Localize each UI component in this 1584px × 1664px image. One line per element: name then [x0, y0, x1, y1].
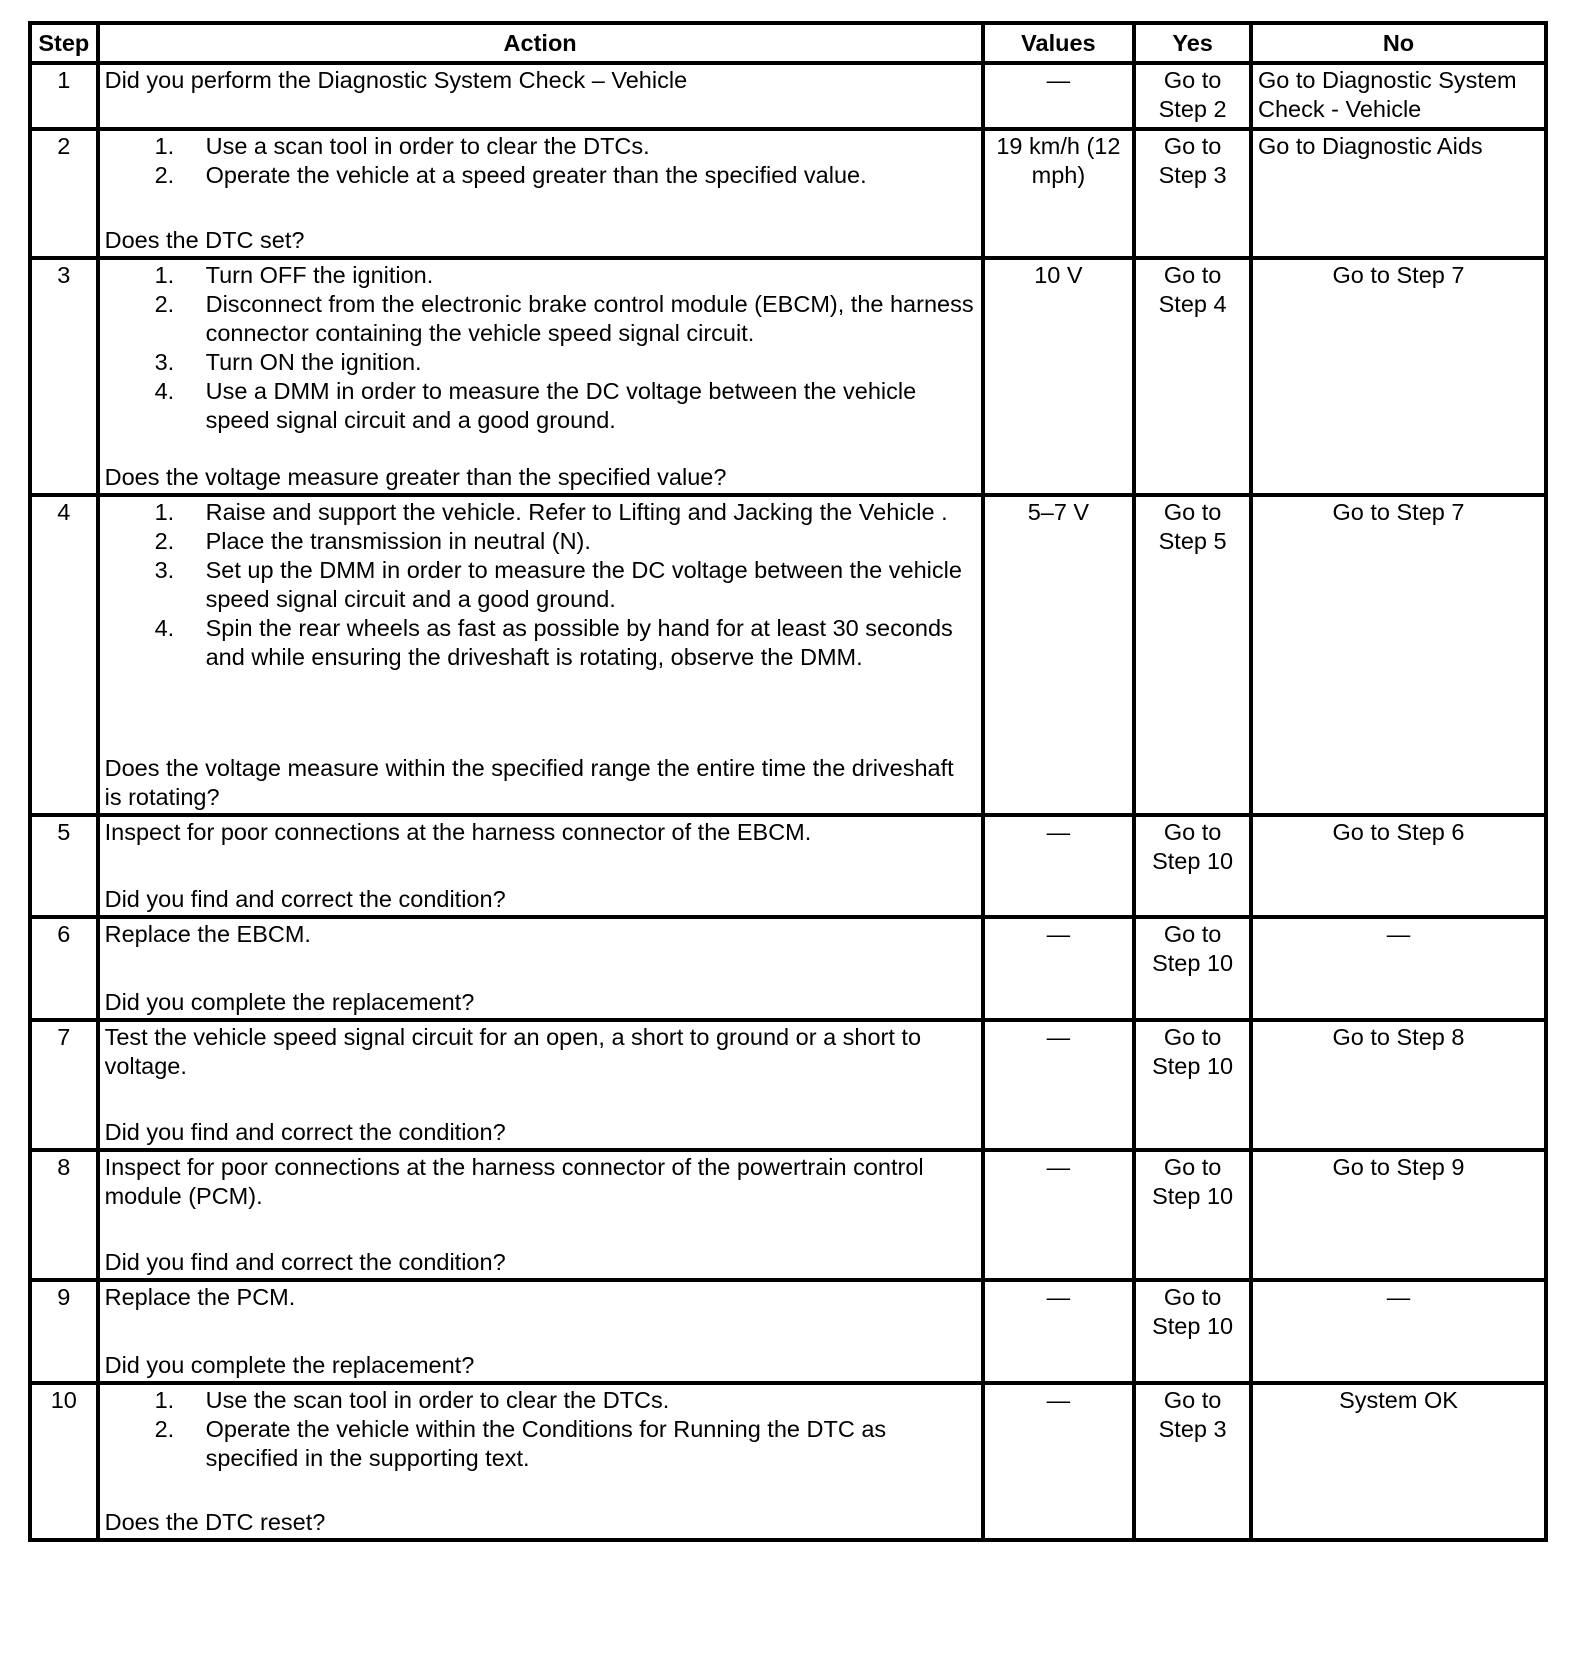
substep-text: Place the transmission in neutral (N). [205, 528, 591, 554]
value-cell: — [983, 1383, 1135, 1540]
substep-number: 3. [154, 349, 175, 375]
substep-list [105, 132, 976, 190]
action-cell [98, 1020, 983, 1150]
no-cell: Go to Diagnostic Aids [1251, 129, 1546, 258]
substep-text: Set up the DMM in order to measure the DC voltage between the vehicle speed signal circuit and a good ground. [205, 557, 962, 612]
no-cell: Go to Step 7 [1251, 495, 1546, 815]
yes-cell: Go to Step 5 [1134, 495, 1251, 815]
value-cell: — [983, 1020, 1135, 1150]
action-instructions [105, 261, 976, 435]
no-cell: — [1251, 1280, 1546, 1383]
action-cell [98, 1280, 983, 1383]
yes-cell: Go to Step 10 [1134, 1280, 1251, 1383]
table-row [30, 63, 1546, 129]
substep-number: 2. [154, 162, 175, 188]
action-lead-text: Test the vehicle speed signal circuit for an open, a short to ground or a short to voltage. [104, 1024, 922, 1079]
substep-text: Use a DMM in order to measure the DC voltage between the vehicle speed signal circuit and a good ground. [205, 378, 917, 433]
action-question: Does the DTC reset? [104, 1509, 326, 1535]
substep-item [105, 614, 976, 672]
action-content [105, 1023, 976, 1147]
action-question: Did you find and correct the condition? [104, 886, 506, 912]
substep-number: 2. [154, 528, 175, 554]
action-instructions [105, 132, 976, 190]
yes-cell: Go to Step 2 [1134, 63, 1251, 129]
step-number: 3 [30, 258, 98, 495]
substep-item [105, 290, 976, 348]
action-question: Did you complete the replacement? [104, 1352, 475, 1378]
action-question: Did you find and correct the condition? [104, 1249, 506, 1275]
substep-number: 4. [154, 615, 175, 641]
action-content [105, 920, 976, 1017]
substep-list [105, 498, 976, 672]
substep-number: 2. [154, 1416, 175, 1442]
action-instructions [105, 818, 976, 847]
value-cell: — [983, 63, 1135, 129]
header-yes: Yes [1134, 23, 1251, 63]
value-cell: — [983, 1150, 1135, 1280]
action-question: Does the DTC set? [104, 227, 305, 253]
value-cell: 5–7 V [983, 495, 1135, 815]
step-number: 10 [30, 1383, 98, 1540]
header-action: Action [98, 23, 983, 63]
action-question: Does the voltage measure greater than the specified value? [104, 464, 727, 490]
substep-text: Turn ON the ignition. [205, 349, 422, 375]
yes-cell: Go to Step 10 [1134, 917, 1251, 1020]
action-instructions [105, 498, 976, 672]
substep-number: 4. [154, 378, 175, 404]
step-number: 6 [30, 917, 98, 1020]
header-row [30, 23, 1546, 63]
substep-text: Operate the vehicle within the Conditions for Running the DTC as specified in the supporting text. [205, 1416, 887, 1471]
yes-cell: Go to Step 10 [1134, 1020, 1251, 1150]
step-number: 4 [30, 495, 98, 815]
action-lead-text: Replace the EBCM. [104, 921, 311, 947]
table-row [30, 495, 1546, 815]
action-instructions [105, 920, 976, 949]
table-row [30, 1150, 1546, 1280]
diagnostic-table [28, 21, 1548, 1542]
yes-cell: Go to Step 10 [1134, 1150, 1251, 1280]
action-content [105, 498, 976, 812]
yes-cell: Go to Step 3 [1134, 1383, 1251, 1540]
table-row [30, 1383, 1546, 1540]
yes-cell: Go to Step 3 [1134, 129, 1251, 258]
substep-item [105, 161, 976, 190]
substep-text: Use a scan tool in order to clear the DTCs. [205, 133, 650, 159]
table-row [30, 129, 1546, 258]
no-cell: Go to Step 9 [1251, 1150, 1546, 1280]
substep-item [105, 498, 976, 527]
action-cell [98, 495, 983, 815]
action-instructions [105, 1283, 976, 1312]
value-cell: — [983, 1280, 1135, 1383]
no-cell: Go to Step 7 [1251, 258, 1546, 495]
action-cell [98, 63, 983, 129]
action-content [105, 261, 976, 492]
value-cell: — [983, 917, 1135, 1020]
substep-list [105, 1386, 976, 1473]
substep-item [105, 132, 976, 161]
action-instructions [105, 66, 976, 95]
action-cell [98, 1383, 983, 1540]
substep-number: 1. [154, 1387, 175, 1413]
substep-item [105, 377, 976, 435]
substep-number: 1. [154, 262, 175, 288]
substep-text: Raise and support the vehicle. Refer to Lifting and Jacking the Vehicle . [205, 499, 948, 525]
substep-number: 2. [154, 291, 175, 317]
action-cell [98, 129, 983, 258]
no-cell: Go to Diagnostic System Check - Vehicle [1251, 63, 1546, 129]
action-content [105, 818, 976, 914]
yes-cell: Go to Step 4 [1134, 258, 1251, 495]
action-question: Did you find and correct the condition? [104, 1119, 506, 1145]
substep-item [105, 556, 976, 614]
substep-text: Operate the vehicle at a speed greater than the specified value. [205, 162, 867, 188]
yes-cell: Go to Step 10 [1134, 815, 1251, 917]
table-row [30, 815, 1546, 917]
action-lead-text: Replace the PCM. [104, 1284, 296, 1310]
header-no: No [1251, 23, 1546, 63]
substep-number: 1. [154, 499, 175, 525]
diagnostic-table-container [28, 21, 1548, 1542]
step-number: 2 [30, 129, 98, 258]
substep-number: 1. [154, 133, 175, 159]
value-cell: 10 V [983, 258, 1135, 495]
step-number: 8 [30, 1150, 98, 1280]
header-values: Values [983, 23, 1135, 63]
substep-item [105, 348, 976, 377]
table-row [30, 258, 1546, 495]
action-question: Did you complete the replacement? [104, 989, 475, 1015]
action-instructions [105, 1023, 976, 1081]
substep-text: Turn OFF the ignition. [205, 262, 434, 288]
no-cell: Go to Step 6 [1251, 815, 1546, 917]
step-number: 7 [30, 1020, 98, 1150]
action-content [105, 132, 976, 255]
action-cell [98, 917, 983, 1020]
action-content [105, 1386, 976, 1537]
action-content [105, 1153, 976, 1277]
action-lead-text: Inspect for poor connections at the harness connector of the EBCM. [104, 819, 812, 845]
action-cell [98, 1150, 983, 1280]
no-cell: System OK [1251, 1383, 1546, 1540]
step-number: 5 [30, 815, 98, 917]
action-instructions [105, 1153, 976, 1211]
substep-item [105, 1386, 976, 1415]
table-row [30, 1020, 1546, 1150]
action-content [105, 66, 976, 126]
action-cell [98, 258, 983, 495]
table-body [30, 63, 1546, 1540]
substep-text: Spin the rear wheels as fast as possible by hand for at least 30 seconds and while ensuring the driveshaft is rotating, observe the DMM. [205, 615, 953, 670]
table-row [30, 1280, 1546, 1383]
table-row [30, 917, 1546, 1020]
action-question: Does the voltage measure within the specified range the entire time the driveshaft is rotating? [104, 755, 954, 810]
substep-text: Disconnect from the electronic brake control module (EBCM), the harness connector containing the vehicle speed signal circuit. [205, 291, 974, 346]
header-step: Step [30, 23, 98, 63]
action-lead-text: Did you perform the Diagnostic System Check – Vehicle [104, 67, 688, 93]
action-lead-text: Inspect for poor connections at the harness connector of the powertrain control module (PCM). [104, 1154, 924, 1209]
substep-text: Use the scan tool in order to clear the DTCs. [205, 1387, 670, 1413]
no-cell: — [1251, 917, 1546, 1020]
substep-list [105, 261, 976, 435]
substep-item [105, 261, 976, 290]
substep-item [105, 1415, 976, 1473]
value-cell: 19 km/h (12 mph) [983, 129, 1135, 258]
value-cell: — [983, 815, 1135, 917]
step-number: 1 [30, 63, 98, 129]
substep-number: 3. [154, 557, 175, 583]
substep-item [105, 527, 976, 556]
action-instructions [105, 1386, 976, 1473]
action-content [105, 1283, 976, 1380]
step-number: 9 [30, 1280, 98, 1383]
no-cell: Go to Step 8 [1251, 1020, 1546, 1150]
action-cell [98, 815, 983, 917]
